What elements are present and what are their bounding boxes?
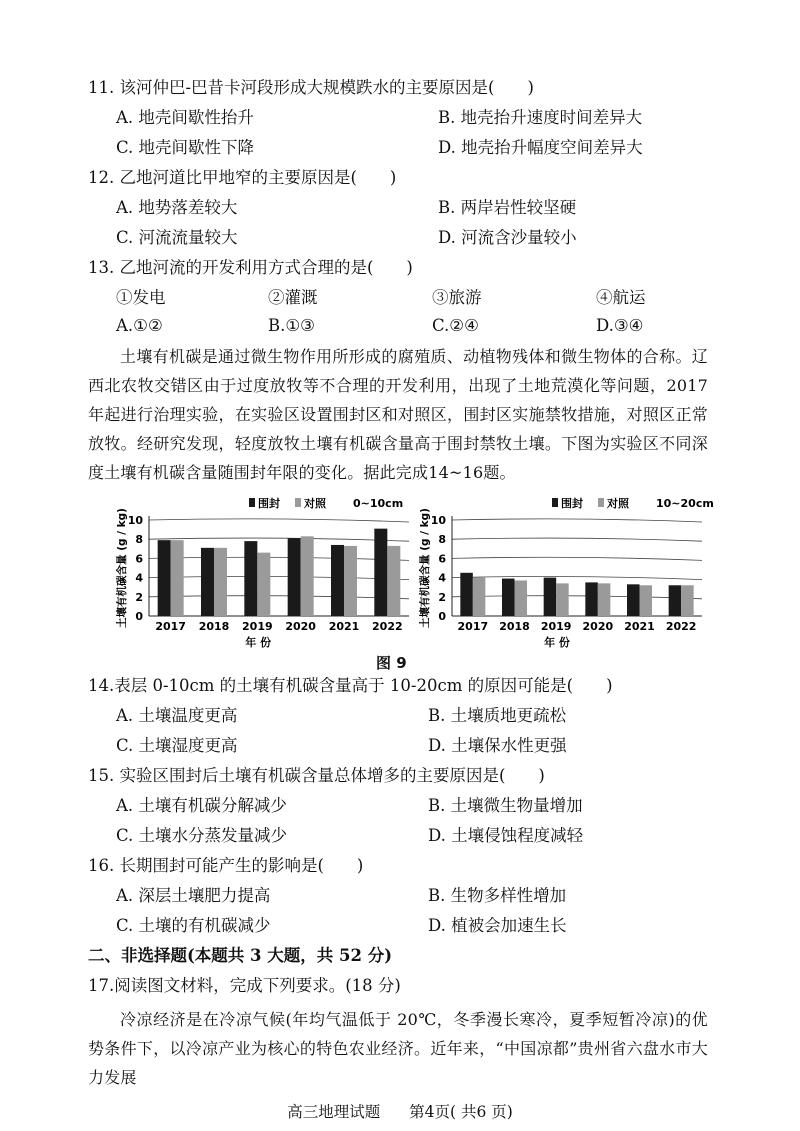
chart1-bar-围封-2017: [460, 573, 473, 616]
chart0-xtick-label: 2019: [242, 620, 273, 633]
question-12-stem: 12. 乙地河道比甲地窄的主要原因是( ): [88, 168, 397, 187]
chart0-bar-对照-2022: [387, 546, 400, 616]
chart1-bar-围封-2018: [502, 579, 515, 616]
q14-option-b: B. 土壤质地更疏松: [428, 706, 567, 725]
chart1-bar-对照-2022: [681, 585, 694, 616]
chart0-bar-围封-2020: [288, 538, 301, 616]
chart-10-20cm-svg: [418, 488, 714, 649]
footer-subject: 高三地理试题: [287, 1103, 381, 1121]
chart1-ytick-label: 10: [430, 514, 446, 527]
chart1-xtick-label: 2019: [540, 620, 572, 633]
chart0-bar-围封-2021: [331, 545, 344, 616]
chart0-bar-围封-2019: [244, 541, 257, 616]
chart1-gridline: [452, 596, 702, 599]
q11-option-a: A. 地壳间歇性抬升: [116, 108, 254, 127]
q13-item-2: ②灌溉: [268, 288, 318, 307]
chart1-ytick-label: 8: [438, 533, 446, 547]
chart1-bar-对照-2019: [556, 583, 569, 616]
chart1-bar-围封-2022: [669, 585, 682, 616]
chart0-legend-swatch-0: [249, 498, 255, 507]
question-14-stem: 14.表层 0-10cm 的土壤有机碳含量高于 10-20cm 的原因可能是( ): [88, 676, 613, 695]
chart0-legend-swatch-1: [295, 498, 301, 507]
q11-option-d: D. 地壳抬升幅度空间差异大: [438, 138, 643, 157]
q13-option-b: B.①③: [268, 316, 315, 335]
q15-option-c: C. 土壤水分蒸发量减少: [116, 826, 288, 845]
chart0-xtick-label: 2022: [372, 620, 403, 633]
material-text: 土壤有机碳是通过微生物作用所形成的腐殖质、动植物残体和微生物体的合称。辽西北农牧交错区由于过度放牧等不合理的开发利用，出现了土地荒漠化等问题，2017年起进行治理实验，在实验区设置围封区和对照区，围封区实施禁牧措施，对照区正常放牧。经研究发现，轻度放牧土壤有机碳含量高于围封禁牧土壤。下图为实验区不同深度土壤有机碳含量随围封年限的变化。据此完成14~16题。: [88, 347, 708, 482]
q13-option-a: A.①②: [116, 316, 163, 335]
q15-option-d: D. 土壤侵蚀程度减轻: [428, 826, 584, 845]
chart1-bar-围封-2021: [627, 584, 640, 616]
chart0-gridline: [149, 576, 409, 579]
chart1-bar-对照-2018: [515, 580, 528, 616]
q13-item-4: ④航运: [596, 288, 646, 307]
q13-item-3: ③旅游: [432, 288, 482, 307]
q12-option-b: B. 两岸岩性较坚硬: [438, 198, 577, 217]
chart1-ytick-label: 6: [438, 552, 446, 566]
q13-item-1: ①发电: [116, 288, 166, 307]
chart1-xtick-label: 2021: [624, 620, 655, 633]
chart0-ytick-label: 6: [135, 552, 143, 566]
chart1-legend-label-0: 围封: [561, 497, 583, 510]
page-footer: [0, 1100, 800, 1122]
chart0-bar-对照-2021: [344, 546, 357, 616]
chart0-bar-围封-2018: [201, 548, 214, 616]
chart0-bar-对照-2020: [301, 536, 314, 616]
q12-option-a: A. 地势落差较大: [116, 198, 238, 217]
q16-option-c: C. 土壤的有机碳减少: [116, 916, 271, 935]
figure-caption: 图 9: [376, 654, 407, 672]
chart0-xtick-label: 2020: [285, 620, 316, 633]
chart1-legend-swatch-0: [552, 498, 558, 507]
q17-material: [88, 1005, 708, 1092]
chart1-gridline: [452, 576, 702, 579]
chart1-ytick-label: 0: [438, 610, 446, 623]
q16-option-b: B. 生物多样性增加: [428, 886, 567, 905]
section-heading: 二、非选择题(本题共 3 大题，共 52 分): [88, 946, 393, 965]
material-paragraph: [88, 342, 708, 487]
chart-10-20cm: [418, 488, 714, 652]
chart0-xtick-label: 2021: [328, 620, 360, 633]
chart0-y-axis-label: 土壤有机碳含量 (g / kg): [116, 508, 128, 628]
chart1-bar-围封-2019: [544, 578, 556, 616]
chart0-xtick-label: 2018: [198, 620, 230, 633]
chart0-bar-围封-2022: [374, 529, 387, 616]
chart-0-10cm-svg: [115, 488, 415, 648]
q14-option-c: C. 土壤湿度更高: [116, 736, 238, 755]
chart1-gridline: [452, 538, 702, 541]
chart0-ytick-label: 4: [135, 571, 143, 585]
chart1-ytick-label: 4: [438, 571, 446, 585]
chart0-bar-围封-2017: [158, 540, 171, 616]
chart0-gridline: [149, 538, 409, 541]
chart0-title: 0~10cm: [353, 497, 404, 510]
chart1-bar-对照-2021: [640, 585, 653, 616]
chart0-gridline: [149, 596, 409, 599]
chart1-xtick-label: 2022: [665, 620, 697, 633]
q11-option-c: C. 地壳间歇性下降: [116, 138, 255, 157]
q11-option-b: B. 地壳抬升速度时间差异大: [438, 108, 643, 127]
question-17-title: 17.阅读图文材料，完成下列要求。(18 分): [88, 976, 401, 995]
chart1-x-axis-label: 年 份: [544, 636, 570, 649]
chart0-legend-label-1: 对照: [304, 497, 326, 510]
chart1-gridline: [452, 557, 702, 560]
chart0-ytick-label: 10: [127, 514, 143, 527]
q16-option-d: D. 植被会加速生长: [428, 916, 567, 935]
chart1-y-axis-label: 土壤有机碳含量 (g / kg): [419, 508, 431, 628]
q13-option-c: C.②④: [432, 316, 479, 335]
chart0-gridline: [149, 557, 409, 560]
question-16-stem: 16. 长期围封可能产生的影响是( ): [88, 856, 364, 875]
chart0-gridline: [149, 519, 409, 522]
q15-option-b: B. 土壤微生物量增加: [428, 796, 583, 815]
chart1-bar-对照-2017: [473, 578, 485, 616]
chart1-gridline: [452, 519, 702, 522]
chart1-legend-swatch-1: [598, 498, 604, 507]
q12-option-d: D. 河流含沙量较小: [438, 228, 577, 247]
chart1-legend-label-1: 对照: [607, 497, 629, 510]
chart1-ytick-label: 2: [438, 590, 446, 604]
chart0-xtick-label: 2017: [155, 620, 186, 633]
chart1-xtick-label: 2017: [457, 620, 489, 633]
chart1-xtick-label: 2018: [499, 620, 530, 633]
q12-option-c: C. 河流流量较大: [116, 228, 238, 247]
q17-material-text: 冷凉经济是在冷凉气候(年均气温低于 20℃，冬季漫长寒冷，夏季短暂冷凉)的优势条件下，以冷凉产业为核心的特色农业经济。近年来，“中国凉都”贵州省六盘水市大力发展: [88, 1010, 708, 1087]
q16-option-a: A. 深层土壤肥力提高: [116, 886, 271, 905]
question-11-stem: 11. 该河仲巴-巴昔卡河段形成大规模跌水的主要原因是( ): [88, 78, 534, 97]
chart0-ytick-label: 8: [135, 533, 143, 547]
chart0-bar-对照-2019: [257, 553, 270, 616]
chart0-ytick-label: 0: [135, 610, 143, 623]
chart-0-10cm: [115, 488, 415, 652]
chart0-x-axis-label: 年 份: [245, 636, 272, 649]
chart0-bar-对照-2018: [214, 548, 227, 616]
q14-option-a: A. 土壤温度更高: [116, 706, 238, 725]
chart0-bar-对照-2017: [171, 540, 184, 616]
chart0-ytick-label: 2: [135, 590, 143, 604]
q14-option-d: D. 土壤保水性更强: [428, 736, 567, 755]
q15-option-a: A. 土壤有机碳分解减少: [116, 796, 287, 815]
question-13-stem: 13. 乙地河流的开发利用方式合理的是( ): [88, 258, 413, 277]
footer-page: 第4页( 共6 页): [409, 1103, 513, 1121]
q13-option-d: D.③④: [596, 316, 644, 335]
chart1-title: 10~20cm: [656, 497, 714, 510]
chart1-xtick-label: 2020: [582, 620, 614, 633]
chart1-bar-围封-2020: [585, 582, 598, 616]
question-15-stem: 15. 实验区围封后土壤有机碳含量总体增多的主要原因是( ): [88, 766, 545, 785]
chart1-bar-对照-2020: [598, 583, 611, 616]
chart0-legend-label-0: 围封: [258, 497, 280, 510]
